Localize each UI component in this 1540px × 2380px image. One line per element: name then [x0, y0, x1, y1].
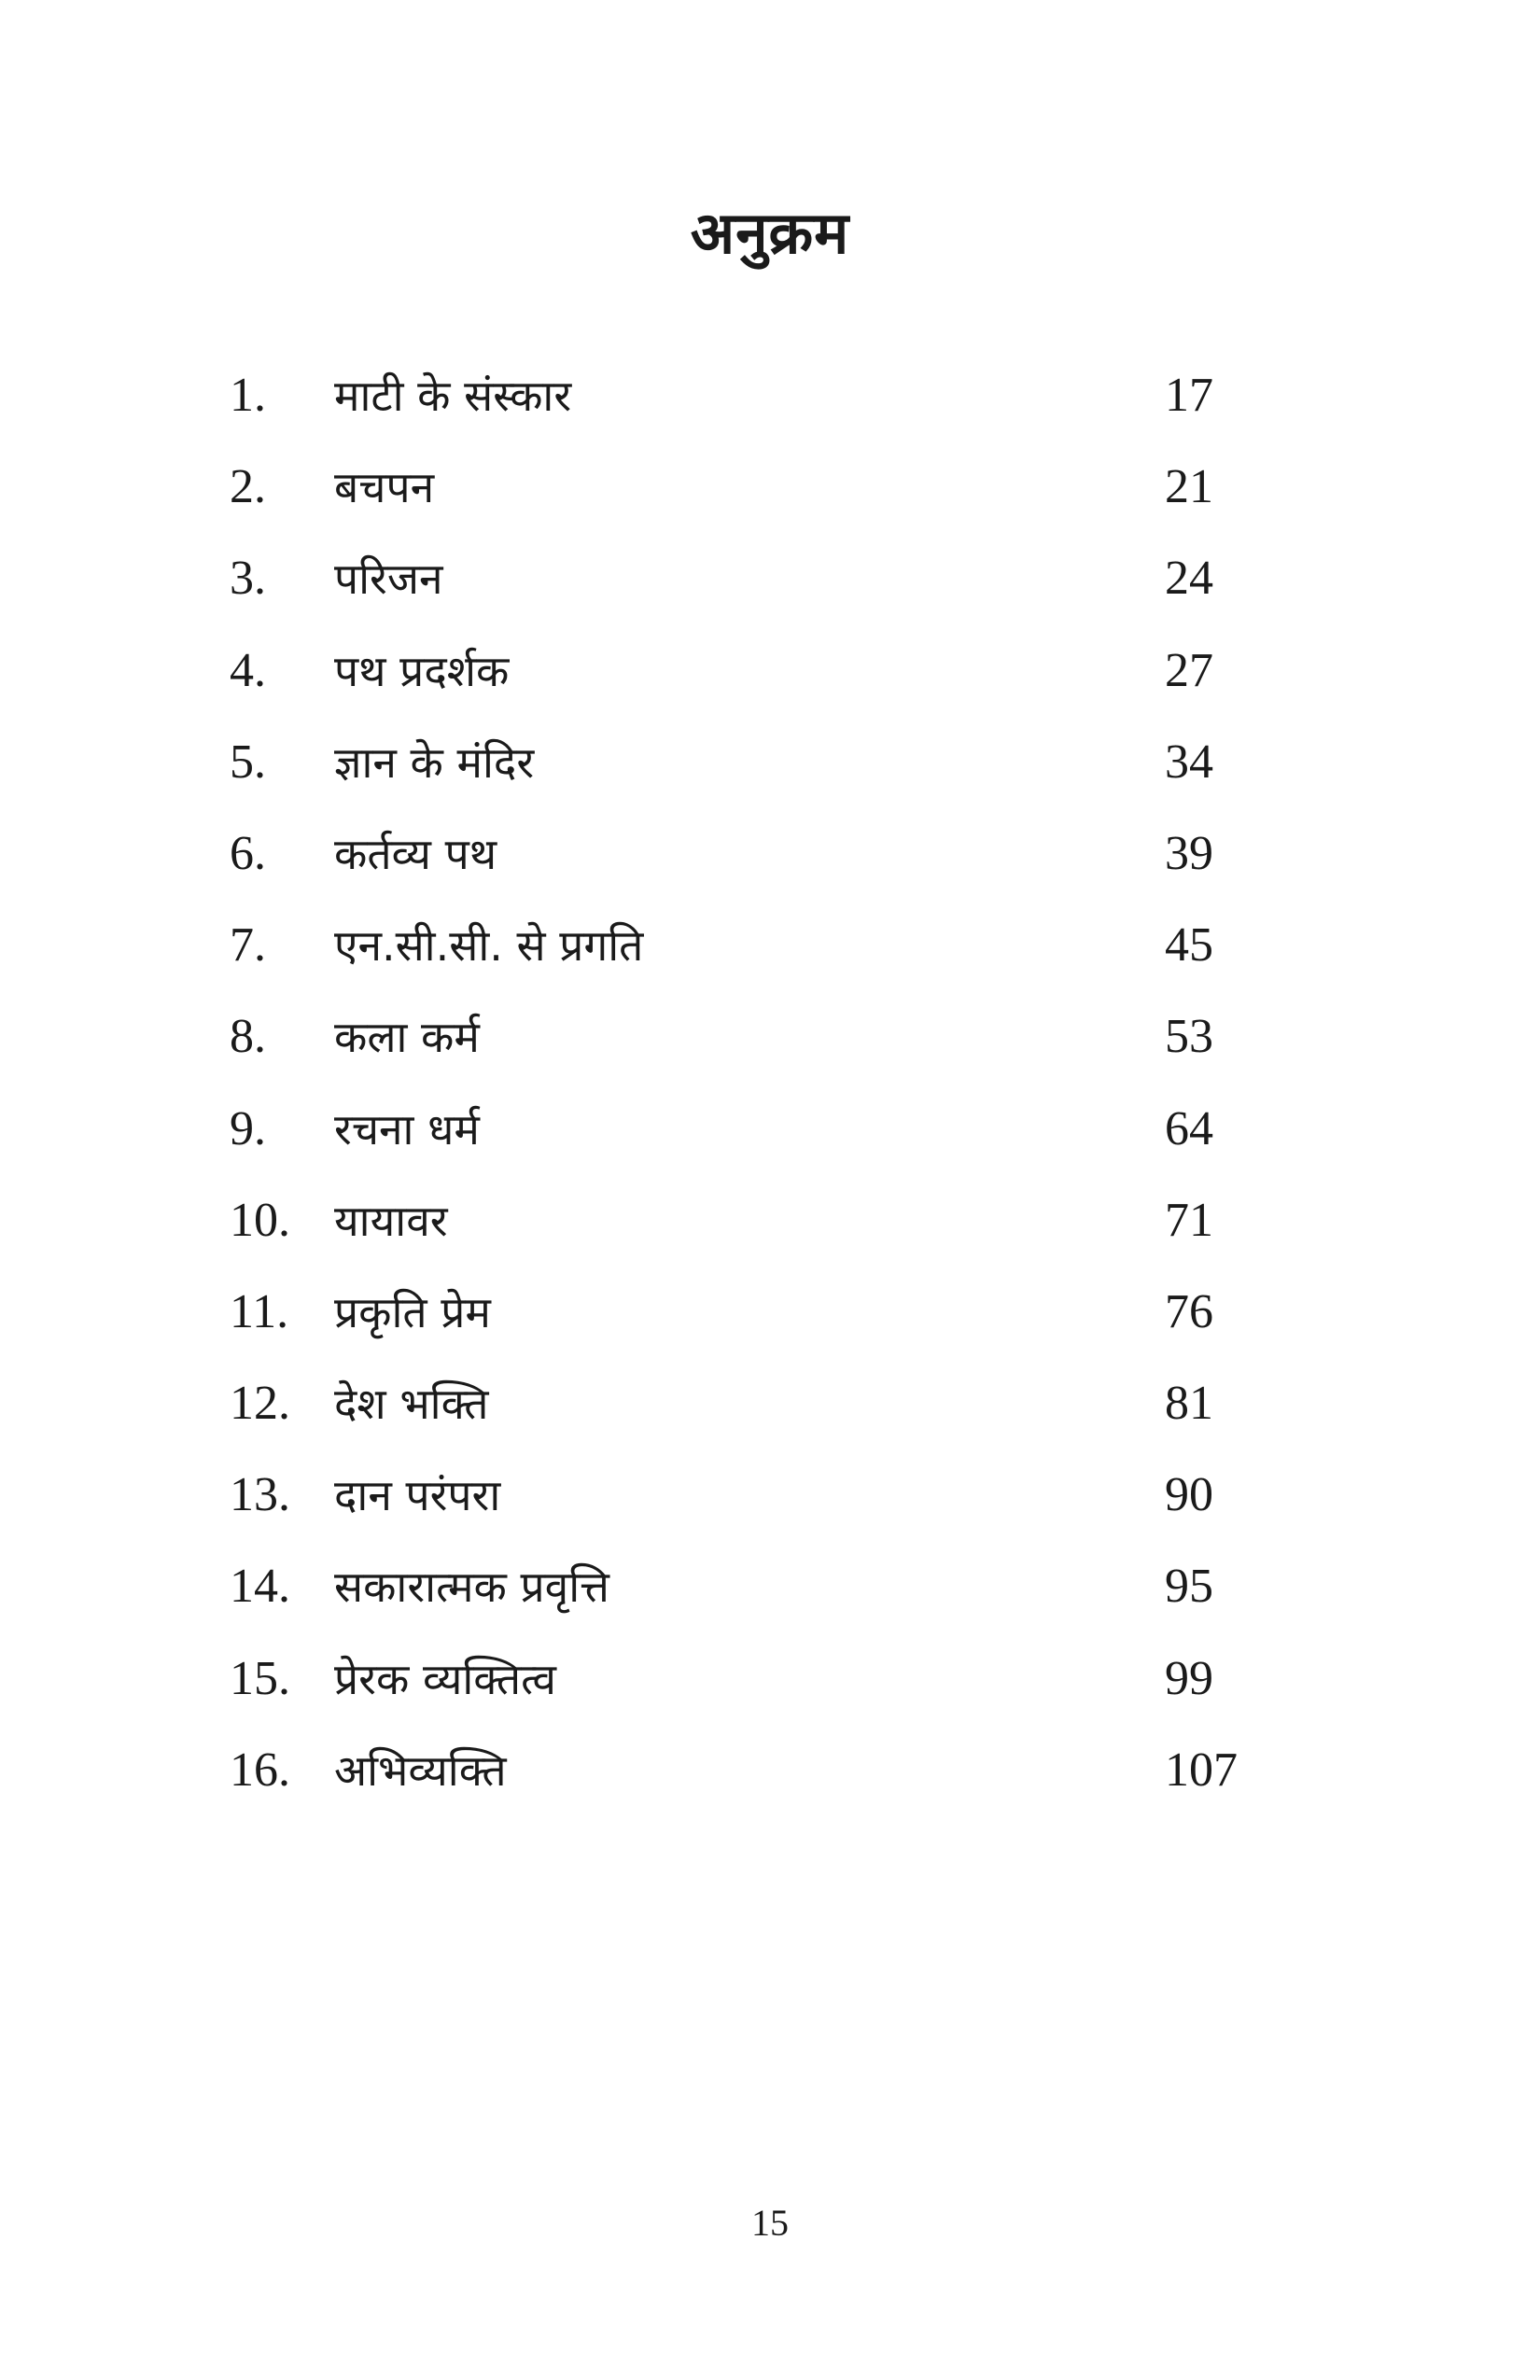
toc-entry-number: 6.	[230, 826, 266, 880]
toc-entry-page: 71	[1165, 1193, 1213, 1247]
toc-entry-number: 5.	[230, 735, 266, 789]
toc-entry-page: 95	[1165, 1560, 1213, 1614]
toc-entry-title: माटी के संस्कार	[334, 371, 572, 421]
toc-entry-page: 17	[1165, 369, 1213, 422]
toc-entry-title: प्रेरक व्यक्तित्व	[334, 1653, 556, 1704]
toc-entry-number: 11.	[230, 1284, 289, 1338]
toc-entry-page: 24	[1165, 552, 1213, 606]
toc-entry-page: 64	[1165, 1101, 1213, 1155]
toc-entry	[0, 1449, 1540, 1541]
toc-entry-page: 39	[1165, 826, 1213, 880]
toc-entry-number: 14.	[230, 1560, 290, 1614]
toc-entry-page: 76	[1165, 1284, 1213, 1338]
toc-entry-page: 21	[1165, 460, 1213, 514]
toc-entry	[0, 808, 1540, 900]
toc-entry	[0, 1633, 1540, 1725]
toc-entry-number: 10.	[230, 1193, 290, 1247]
toc-entry-title: परिजन	[334, 553, 443, 605]
toc-entry	[0, 441, 1540, 533]
toc-entry	[0, 1175, 1540, 1267]
toc-entry-page: 90	[1165, 1468, 1213, 1522]
toc-entry	[0, 350, 1540, 441]
toc-entry-page: 99	[1165, 1651, 1213, 1705]
toc-entry-number: 15.	[230, 1651, 290, 1705]
page-number: 15	[751, 2202, 789, 2244]
table-of-contents	[0, 350, 1540, 1816]
toc-entry-title: अभिव्यक्ति	[334, 1744, 507, 1796]
toc-entry-number: 16.	[230, 1743, 290, 1797]
toc-entry	[0, 533, 1540, 624]
toc-entry	[0, 1541, 1540, 1632]
page-title: अनुक्रम	[690, 199, 850, 267]
toc-entry-page: 27	[1165, 643, 1213, 697]
toc-entry-number: 2.	[230, 460, 266, 514]
toc-entry-title: देश भक्ति	[334, 1379, 489, 1430]
toc-entry-title: यायावर	[334, 1195, 448, 1246]
toc-entry	[0, 1084, 1540, 1175]
toc-entry-number: 4.	[230, 643, 266, 697]
toc-entry-number: 12.	[230, 1377, 290, 1431]
toc-entry-number: 9.	[230, 1101, 266, 1155]
toc-entry	[0, 1267, 1540, 1358]
toc-entry-page: 53	[1165, 1010, 1213, 1064]
toc-entry	[0, 717, 1540, 808]
toc-entry-number: 1.	[230, 369, 266, 422]
toc-entry-page: 45	[1165, 918, 1213, 973]
toc-entry-title: पथ प्रदर्शक	[334, 645, 510, 696]
toc-entry	[0, 900, 1540, 991]
toc-entry-title: बचपन	[334, 462, 435, 513]
toc-entry-title: रचना धर्म	[334, 1103, 480, 1155]
toc-entry	[0, 1358, 1540, 1449]
toc-entry-title: कर्तव्य पथ	[334, 828, 497, 879]
toc-entry-title: सकारात्मक प्रवृत्ति	[334, 1561, 609, 1613]
toc-entry-number: 7.	[230, 918, 266, 973]
toc-entry-page: 107	[1165, 1743, 1238, 1797]
toc-entry-number: 8.	[230, 1010, 266, 1064]
toc-entry	[0, 625, 1540, 717]
toc-entry-page: 34	[1165, 735, 1213, 789]
toc-entry	[0, 991, 1540, 1083]
toc-entry-number: 13.	[230, 1468, 290, 1522]
toc-entry-title: एन.सी.सी. से प्रगति	[334, 920, 644, 972]
toc-entry	[0, 1725, 1540, 1816]
toc-entry-title: ज्ञान के मंदिर	[334, 736, 535, 788]
toc-entry-title: कला कर्म	[334, 1012, 480, 1063]
toc-entry-number: 3.	[230, 552, 266, 606]
toc-entry-title: प्रकृति प्रेम	[334, 1286, 491, 1337]
toc-entry-page: 81	[1165, 1377, 1213, 1431]
toc-entry-title: दान परंपरा	[334, 1470, 501, 1521]
